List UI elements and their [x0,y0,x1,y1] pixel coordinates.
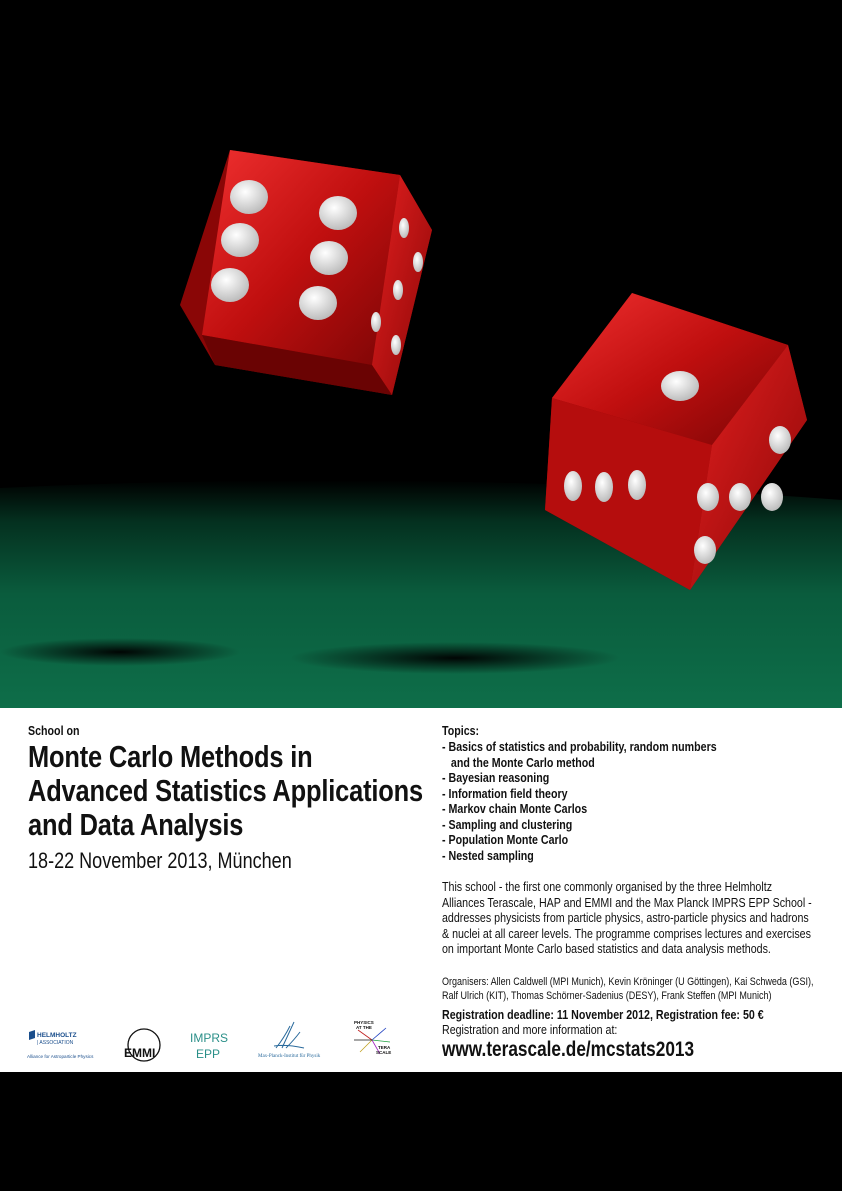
school-on-label: School on [28,723,80,738]
title-line-1: Monte Carlo Methods in [28,739,313,774]
bottom-band [0,1072,842,1191]
terascale-scale: SCALE [376,1050,392,1055]
max-planck-emblem-icon [274,1022,304,1048]
topics-list [442,739,717,863]
imprs-logo [188,1028,232,1064]
terascale-tera: TERA [378,1045,391,1050]
topic-item: - Nested sampling [442,847,534,863]
helmholtz-name: HELMHOLTZ [37,1032,77,1039]
event-date: 18-22 November 2013, München [28,848,292,873]
school-description: This school - the first one commonly organised by the three Helmholtz Alliances Terascale, HAP and EMMI and the Max Planck IMPRS EPP School - addresses physicists from particle physics, astro-particle physics and hadrons & nuclei at all career levels. The programme comprises lectures and exercises on important Monte Carlo based statistics and data analysis methods. [442,879,812,956]
helmholtz-logo [27,1028,107,1064]
title-line-2: Advanced Statistics Applications [28,773,423,808]
topic-item: - Sampling and clustering [442,816,573,832]
topic-item: and the Monte Carlo method [442,754,595,770]
page-title [28,740,423,842]
emmi-logo [122,1028,164,1064]
organisers-text: Organisers: Allen Caldwell (MPI Munich), Kevin Kröninger (U Göttingen), Kai Schweda (GSI), Ralf Ulrich (KIT), Thomas Schörner-Sadenius (DESY), Frank Steffen (MPI Munich) [442,976,814,1002]
helmholtz-mark-icon [29,1030,35,1040]
imprs-name: IMPRS [190,1031,229,1045]
registration-url-link[interactable]: www.terascale.de/mcstats2013 [442,1038,695,1061]
emmi-name: EMMI [124,1046,156,1060]
topic-item: - Markov chain Monte Carlos [442,801,588,816]
imprs-epp: EPP [196,1047,221,1061]
topic-item: - Bayesian reasoning [442,770,550,785]
topic-item: - Information field theory [442,785,568,801]
topic-item: - Basics of statistics and probability, random numbers [442,739,717,754]
registration-info: Registration and more information at: [442,1022,618,1037]
title-line-3: and Data Analysis [28,807,244,842]
terascale-physics: PHYSICS [354,1020,374,1025]
helmholtz-alliance: Alliance for Astroparticle Physics [27,1054,94,1059]
max-planck-name: Max-Planck-Institut für Physik [258,1054,321,1059]
topic-item: - Population Monte Carlo [442,832,569,847]
helmholtz-association: | ASSOCIATION [37,1040,74,1046]
registration-deadline: Registration deadline: 11 November 2012, Registration fee: 50 € [442,1007,764,1022]
terascale-logo [350,1016,394,1060]
die-shadow-left [0,638,240,666]
max-planck-logo [256,1018,322,1062]
die-shadow-right [290,642,620,674]
terascale-at-the: AT THE [356,1025,372,1030]
topics-heading: Topics: [442,723,480,738]
